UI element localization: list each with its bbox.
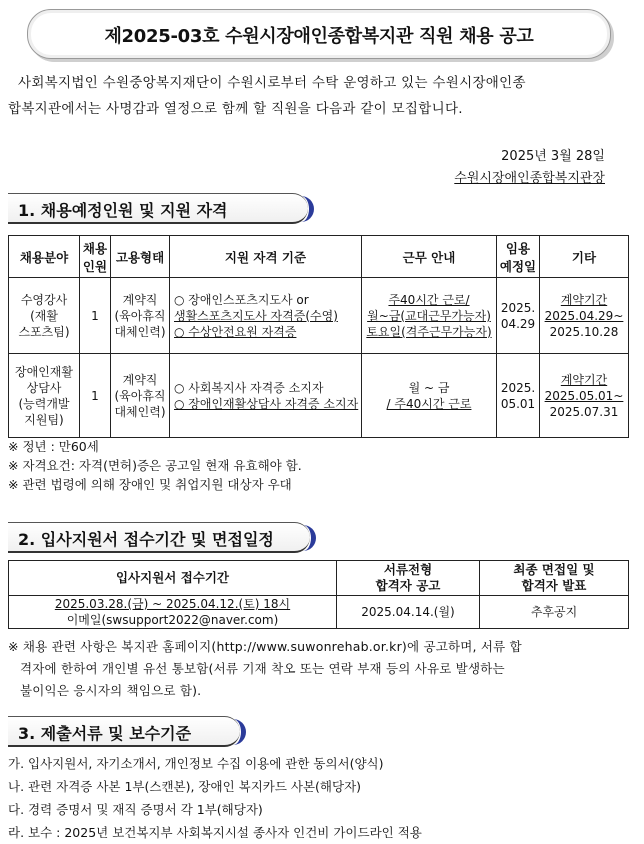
row2-work: 월 ~ 금 / 주40시간 근로 xyxy=(362,354,497,438)
header-count: 채용 인원 xyxy=(80,236,111,278)
header-final-interview: 최종 면접일 및 합격자 발표 xyxy=(480,561,629,596)
header-application-period: 입사지원서 접수기간 xyxy=(9,561,337,596)
table-row xyxy=(9,278,629,354)
header-type: 고용형태 xyxy=(111,236,170,278)
table-header-row xyxy=(9,236,629,278)
page-title: 제2025-03호 수원시장애인종합복지관 직원 채용 공고 xyxy=(104,26,534,47)
final-interview-date: 추후공지 xyxy=(480,596,629,629)
section-2-note xyxy=(8,636,628,702)
section-1-title: 1. 채용예정인원 및 지원 자격 xyxy=(18,201,228,220)
row1-etc: 계약기간 2025.04.29~ 2025.10.28 xyxy=(540,278,629,354)
header-document-result: 서류전형 합격자 공고 xyxy=(337,561,480,596)
header-etc: 기타 xyxy=(540,236,629,278)
header-start: 임용 예정일 xyxy=(497,236,540,278)
list-item: 라. 보수 : 2025년 보건복지부 사회복지시설 종사자 인건비 가이드라인 적용 xyxy=(8,825,422,840)
note2-line-3: 불이익은 응시자의 책임으로 함). xyxy=(20,683,202,698)
row1-start: 2025. 04.29 xyxy=(497,278,540,354)
documents-list xyxy=(8,752,422,844)
schedule-table xyxy=(8,560,629,629)
header-work: 근무 안내 xyxy=(362,236,497,278)
schedule-header-row xyxy=(9,561,629,596)
list-item: 다. 경력 증명서 및 재직 증명서 각 1부(해당자) xyxy=(8,802,263,817)
intro-line-2: 합복지관에서는 사명감과 열정으로 함께 할 직원을 다음과 같이 모집합니다. xyxy=(8,101,463,117)
section-2-title: 2. 입사지원서 접수기간 및 면접일정 xyxy=(18,530,274,549)
row2-quals: ○ 사회복지사 자격증 소지자 ○ 장애인재활상담사 자격증 소지자 xyxy=(170,354,362,438)
section-3-title: 3. 제출서류 및 보수기준 xyxy=(18,724,192,743)
announcement-date: 2025년 3월 28일 xyxy=(501,149,605,164)
intro-paragraph xyxy=(8,70,632,122)
list-item: 나. 관련 자격증 사본 1부(스캔본), 장애인 복지카드 사본(해당자) xyxy=(8,779,362,794)
organization-name: 수원시장애인종합복지관장 xyxy=(454,171,605,186)
row2-count: 1 xyxy=(80,354,111,438)
row1-type: 계약직 (육아휴직 대체인력) xyxy=(111,278,170,354)
section-1-notes xyxy=(8,437,302,494)
header-quals: 지원 자격 기준 xyxy=(170,236,362,278)
row1-quals: ○ 장애인스포츠지도사 or 생활스포츠지도사 자격증(수영) ○ 수상안전요원 자격증 xyxy=(170,278,362,354)
row1-field: 수영강사 (재활 스포츠팀) xyxy=(9,278,80,354)
note2-line-2: 격자에 한하여 개인별 유선 통보함(서류 기재 착오 또는 연락 부재 등의 사유로 발생하는 xyxy=(20,661,505,676)
intro-line-1: 사회복지법인 수원중앙복지재단이 수원시로부터 수탁 운영하고 있는 수원시장애인종 xyxy=(18,75,526,91)
row2-start: 2025. 05.01 xyxy=(497,354,540,438)
recruitment-table xyxy=(8,235,629,438)
note2-line-1: ※ 채용 관련 사항은 복지관 홈페이지(http://www.suwonrehab.or.kr)에 공고하며, 서류 합 xyxy=(8,639,522,654)
row1-work: 주40시간 근로/ 월~금(교대근무가능자) 토요일(격주근무가능자) xyxy=(362,278,497,354)
row1-count: 1 xyxy=(80,278,111,354)
document-result-date: 2025.04.14.(월) xyxy=(337,596,480,629)
row2-etc: 계약기간 2025.05.01~ 2025.07.31 xyxy=(540,354,629,438)
table-row xyxy=(9,354,629,438)
table-row xyxy=(9,596,629,629)
header-field: 채용분야 xyxy=(9,236,80,278)
note-retirement: ※ 정년 : 만60세 xyxy=(8,439,99,454)
note-qualification: ※ 자격요건: 자격(면허)증은 공고일 현재 유효해야 함. xyxy=(8,458,302,473)
row2-field: 장애인재활 상담사 (능력개발 지원팀) xyxy=(9,354,80,438)
row2-type: 계약직 (육아휴직 대체인력) xyxy=(111,354,170,438)
title-box xyxy=(27,9,611,59)
application-period: 2025.03.28.(금) ~ 2025.04.12.(토) 18시 이메일(swsupport2022@naver.com) xyxy=(9,596,337,629)
note-preference: ※ 관련 법령에 의해 장애인 및 취업지원 대상자 우대 xyxy=(8,477,292,492)
list-item: 가. 입사지원서, 자기소개서, 개인정보 수집 이용에 관한 동의서(양식) xyxy=(8,756,384,771)
